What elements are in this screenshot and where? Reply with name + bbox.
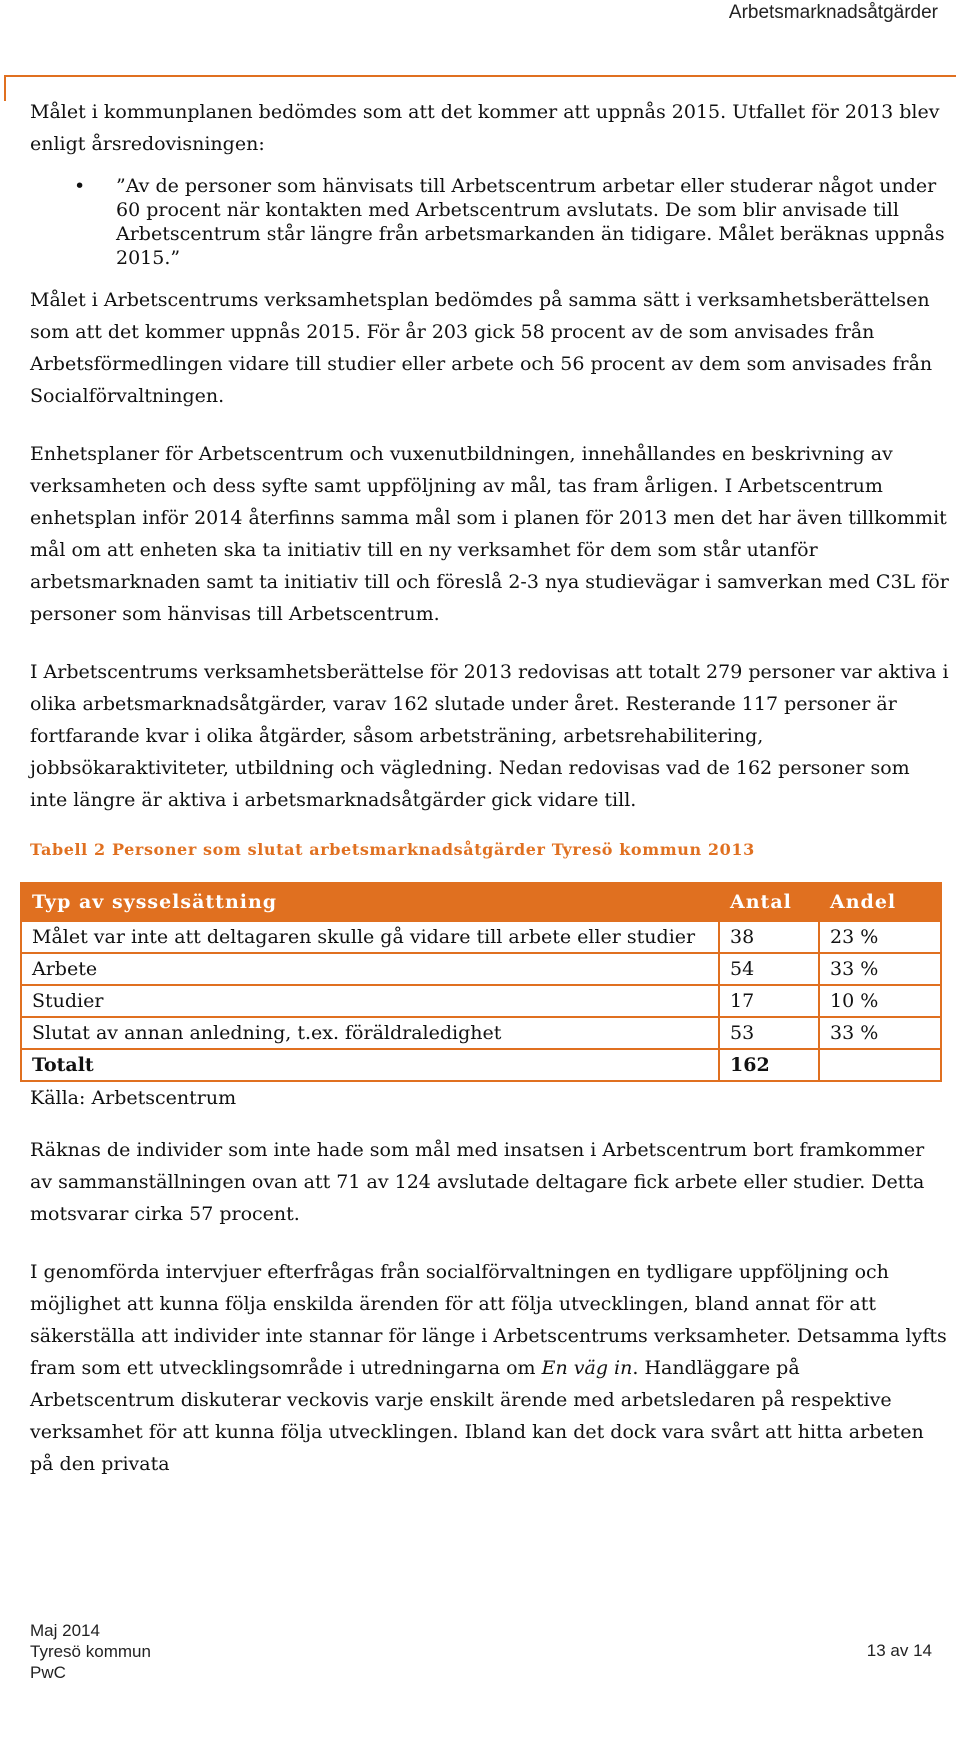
list-item — [30, 174, 950, 270]
table-cell: 23 % — [819, 921, 941, 953]
table-cell: Slutat av annan anledning, t.ex. föräldraledighet — [21, 1017, 719, 1049]
footer-firm: PwC — [30, 1663, 66, 1682]
page-content — [30, 96, 950, 1506]
table-cell: Arbete — [21, 953, 719, 985]
report-title-italic: En väg in — [541, 1357, 633, 1379]
table-cell: 17 — [719, 985, 819, 1017]
table-cell: Målet var inte att deltagaren skulle gå vidare till arbete eller studier — [21, 921, 719, 953]
column-header: Antal — [719, 883, 819, 921]
table-cell: 33 % — [819, 1017, 941, 1049]
paragraph: Enhetsplaner för Arbetscentrum och vuxenutbildningen, innehållandes en beskrivning av verksamheten och dess syfte samt uppföljning av mål, tas fram årligen. I Arbetscentrum enhetsplan inför 2014 återfinns samma mål som i planen för 2013 men det har även tillkommit mål om att enheten ska ta initiativ till en ny verksamhet för dem som står utanför arbetsmarknaden samt ta initiativ till och föreslå 2-3 nya studievägar i samverkan med C3L för personer som hänvisas till Arbetscentrum. — [30, 443, 949, 625]
table-cell: 10 % — [819, 985, 941, 1017]
table-cell: Totalt — [21, 1049, 719, 1081]
footer-date: Maj 2014 — [30, 1621, 100, 1640]
running-header-title: Arbetsmarknadsåtgärder — [728, 2, 938, 23]
bullet-icon: • — [74, 175, 86, 197]
table-cell: Studier — [21, 985, 719, 1017]
paragraph: I Arbetscentrums verksamhetsberättelse för 2013 redovisas att totalt 279 personer var aktiva i olika arbetsmarknadsåtgärder, varav 162 slutade under året. Resterande 117 personer är fortfarande kvar i olika åtgärder, såsom arbetsträning, arbetsrehabilitering, jobbsökaraktiviteter, utbildning och vägledning. Nedan redovisas vad de 162 personer som inte längre är aktiva i arbetsmarknadsåtgärder gick vidare till. — [30, 661, 949, 811]
table-row — [21, 985, 941, 1017]
header-rule — [4, 75, 956, 77]
paragraph: Målet i Arbetscentrums verksamhetsplan bedömdes på samma sätt i verksamhetsberättelsen som att det kommer uppnås 2015. För år 203 gick 58 procent av de som anvisades från Arbetsförmedlingen vidare till studier eller arbete och 56 procent av dem som anvisades från Socialförvaltningen. — [30, 289, 933, 407]
table-row — [21, 953, 941, 985]
table-cell: 33 % — [819, 953, 941, 985]
table-cell — [819, 1049, 941, 1081]
page-footer — [30, 1620, 151, 1683]
paragraph-text: . Handläggare på Arbetscentrum diskuterar veckovis varje enskilt ärende med arbetsledaren på respektive verksamhet för att kunna följa utvecklingen. Ibland kan det dock vara svårt att hitta arbeten på den privata — [30, 1357, 924, 1475]
table-row — [21, 1017, 941, 1049]
quote-text: ”Av de personer som hänvisats till Arbetscentrum arbetar eller studerar något under 60 procent när kontakten med Arbetscentrum avslutats. De som blir anvisade till Arbetscentrum står längre från arbetsmarkanden än tidigare. Målet beräknas uppnås 2015.” — [116, 175, 945, 269]
employment-table — [20, 882, 942, 1082]
paragraph — [30, 1256, 950, 1480]
table-cell: 38 — [719, 921, 819, 953]
page-number: 13 av 14 — [866, 1641, 932, 1660]
table-cell: 162 — [719, 1049, 819, 1081]
footer-org: Tyresö kommun — [30, 1642, 151, 1661]
bullet-list — [30, 174, 950, 270]
paragraph-text: I genomförda intervjuer efterfrågas från socialförvaltningen en tydligare uppföljning och möjlighet att kunna följa enskilda ärenden för att följa utvecklingen, bland annat för att säkerställa att individer inte stannar för länge i Arbetscentrums verksamheter. Detsamma lyfts fram som ett utvecklingsområde i utredningarna om — [30, 1261, 947, 1379]
table-source: Källa: Arbetscentrum — [30, 1087, 237, 1109]
column-header: Typ av sysselsättning — [21, 883, 719, 921]
table-cell: 54 — [719, 953, 819, 985]
table-total-row — [21, 1049, 941, 1081]
table-row — [21, 921, 941, 953]
paragraph: Målet i kommunplanen bedömdes som att det kommer att uppnås 2015. Utfallet för 2013 blev enligt årsredovisningen: — [30, 101, 940, 155]
paragraph: Räknas de individer som inte hade som mål med insatsen i Arbetscentrum bort framkommer av sammanställningen ovan att 71 av 124 avslutade deltagare fick arbete eller studier. Detta motsvarar cirka 57 procent. — [30, 1139, 925, 1225]
table-header-row — [21, 883, 941, 921]
column-header: Andel — [819, 883, 941, 921]
table-cell: 53 — [719, 1017, 819, 1049]
table-caption: Tabell 2 Personer som slutat arbetsmarknadsåtgärder Tyresö kommun 2013 — [30, 840, 755, 859]
header-rule-corner — [4, 75, 6, 101]
